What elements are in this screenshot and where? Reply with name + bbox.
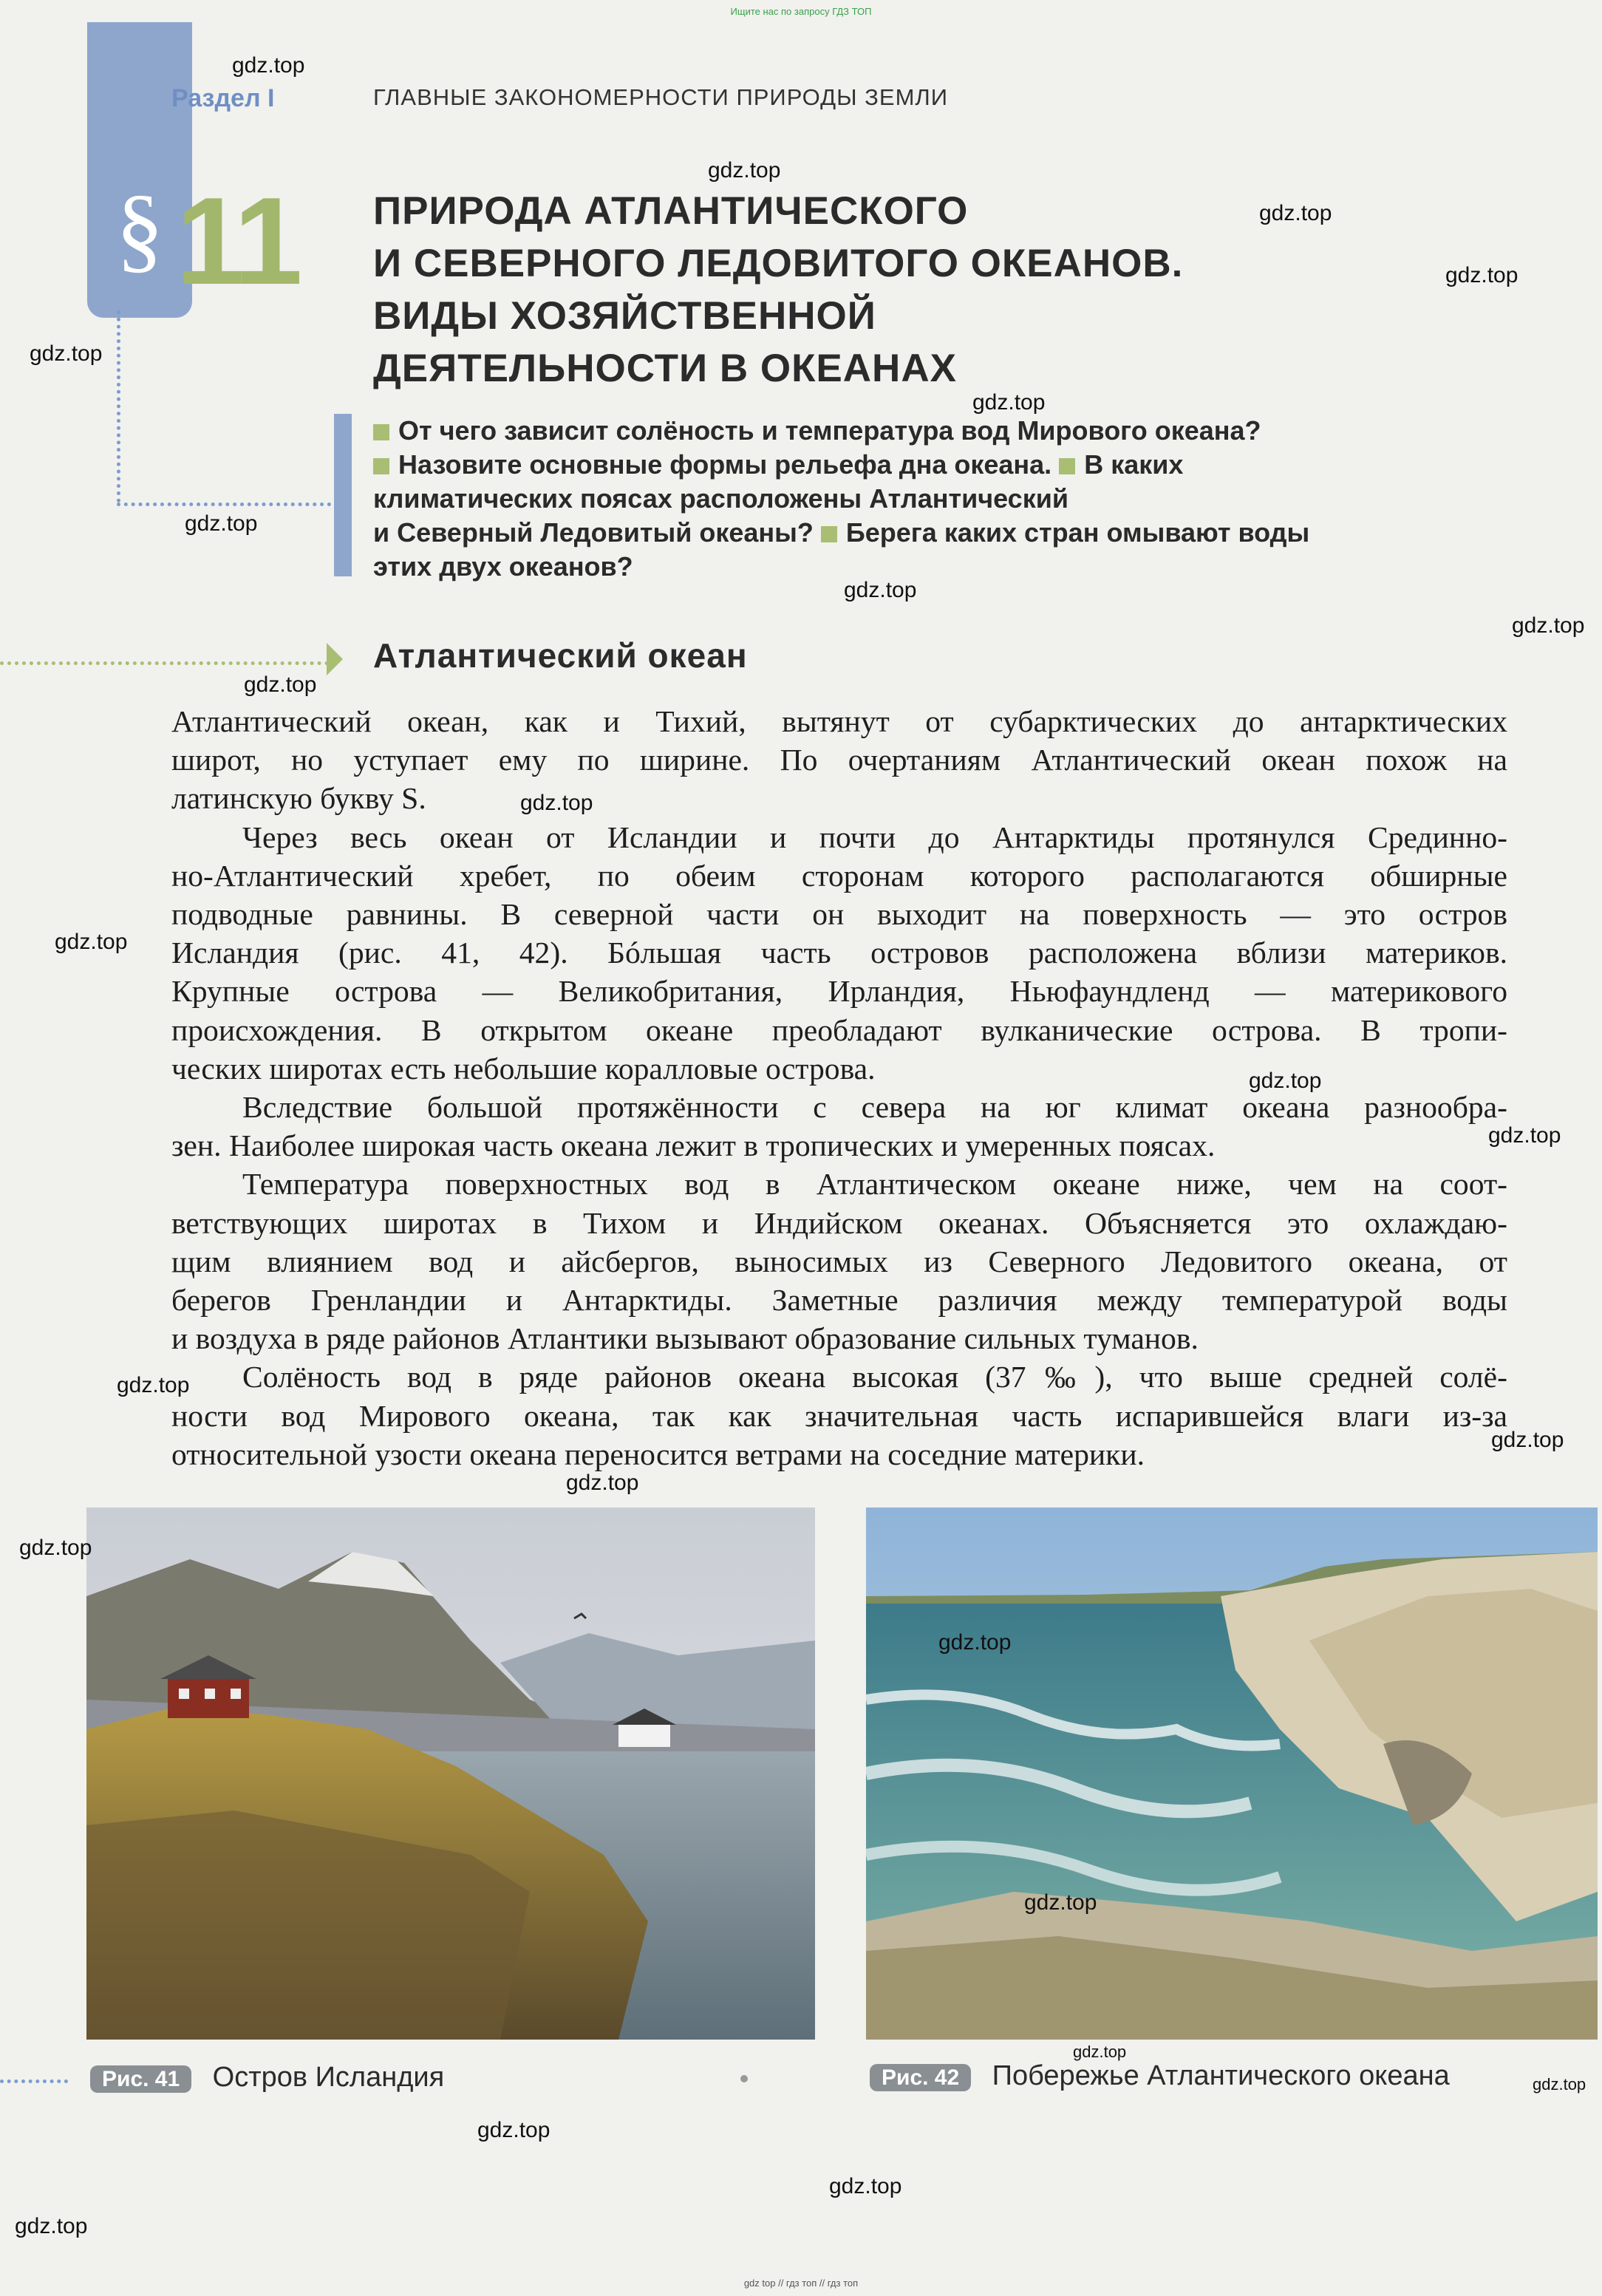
text-line: Температура поверхностных вод в Атлантическом океане ниже, чем на соот- bbox=[242, 1167, 1507, 1202]
review-questions bbox=[373, 414, 1309, 584]
question: этих двух океанов? bbox=[373, 551, 633, 582]
question: Берега каких стран омывают воды bbox=[845, 517, 1310, 548]
figure-caption: Побережье Атлантического океана bbox=[992, 2060, 1450, 2091]
text-line: но-Атлантический хребет, по обеим сторонам которого располагаются обширные bbox=[171, 858, 1507, 893]
subheading: Атлантический океан bbox=[373, 636, 748, 675]
figure-label: Рис. 41 bbox=[90, 2065, 191, 2093]
watermark: gdz.top bbox=[232, 53, 305, 78]
watermark: gdz.top bbox=[15, 2214, 88, 2238]
watermark: gdz.top bbox=[55, 930, 128, 954]
coast-illustration bbox=[866, 1508, 1598, 2040]
arrow-right-icon bbox=[327, 643, 343, 675]
watermark: gdz.top bbox=[244, 672, 317, 697]
text-line: щим влиянием вод и айсбергов, выносимых из Северного Ледовитого океана, от bbox=[171, 1244, 1507, 1278]
watermark: gdz.top bbox=[708, 158, 781, 183]
watermark: gdz.top bbox=[520, 791, 593, 815]
watermark: gdz.top bbox=[19, 1536, 92, 1560]
text-line: Исландия (рис. 41, 42). Бóльшая часть островов расположена вблизи материков. bbox=[171, 936, 1507, 970]
question: климатических поясах расположены Атлантический bbox=[373, 483, 1068, 514]
bullet-square-icon bbox=[373, 458, 389, 474]
text-line: подводные равнины. В северной части он выходит на поверхность — это остров bbox=[171, 897, 1507, 932]
watermark: gdz.top bbox=[30, 341, 103, 366]
title-line: ПРИРОДА АТЛАНТИЧЕСКОГО bbox=[373, 189, 969, 233]
top-note: Ищите нас по запросу ГДЗ ТОП bbox=[730, 6, 872, 17]
text-line: Атлантический океан, как и Тихий, вытянут от субарктических до антарктических bbox=[171, 704, 1507, 738]
watermark: gdz.top bbox=[566, 1471, 639, 1495]
bottom-note: gdz top // гдз топ // гдз топ bbox=[743, 2278, 859, 2289]
section-number: 11 bbox=[176, 171, 299, 310]
watermark: gdz.top bbox=[1533, 2075, 1586, 2094]
text-line: происхождения. В открытом океане преобладают вулканические острова. В тропи- bbox=[171, 1012, 1507, 1047]
text-line: ческих широтах есть небольшие коралловые острова. bbox=[171, 1051, 876, 1086]
figure-41-caption bbox=[90, 2062, 444, 2094]
figure-label: Рис. 42 bbox=[870, 2064, 971, 2091]
watermark: gdz.top bbox=[1445, 263, 1519, 287]
watermark: gdz.top bbox=[117, 1373, 190, 1397]
page-dot bbox=[740, 2075, 748, 2082]
title-line: И СЕВЕРНОГО ЛЕДОВИТОГО ОКЕАНОВ. bbox=[373, 242, 1184, 285]
running-header: ГЛАВНЫЕ ЗАКОНОМЕРНОСТИ ПРИРОДЫ ЗЕМЛИ bbox=[373, 84, 949, 110]
watermark: gdz.top bbox=[972, 390, 1046, 415]
dotted-guide-subheading bbox=[0, 661, 329, 665]
section-title bbox=[373, 185, 1183, 395]
text-line: Крупные острова — Великобритания, Ирландия, Ньюфаундленд — материкового bbox=[171, 974, 1507, 1009]
watermark: gdz.top bbox=[938, 1630, 1012, 1655]
watermark: gdz.top bbox=[1024, 1890, 1097, 1915]
text-line: Солёность вод в ряде районов океана высокая (37‰), что выше средней солё- bbox=[242, 1360, 1507, 1394]
watermark: gdz.top bbox=[1512, 613, 1585, 638]
watermark: gdz.top bbox=[1491, 1428, 1564, 1452]
watermark: gdz.top bbox=[829, 2174, 902, 2198]
question: Назовите основные формы рельефа дна океана. bbox=[398, 449, 1052, 480]
dotted-guide-horizontal bbox=[117, 503, 338, 506]
section-sign: § bbox=[115, 176, 164, 282]
photo-atlantic-coast bbox=[866, 1508, 1598, 2040]
bullet-square-icon bbox=[821, 526, 837, 542]
watermark: gdz.top bbox=[1488, 1123, 1561, 1148]
watermark: gdz.top bbox=[185, 511, 258, 536]
watermark: gdz.top bbox=[1073, 2043, 1127, 2061]
text-line: широт, но уступает ему по ширине. По очертаниям Атлантический океан похож на bbox=[171, 743, 1507, 777]
title-line: ВИДЫ ХОЗЯЙСТВЕННОЙ bbox=[373, 294, 876, 338]
text-line: Вследствие большой протяжённости с севера на юг климат океана разнообра- bbox=[242, 1090, 1507, 1125]
question: От чего зависит солёность и температура вод Мирового океана? bbox=[398, 415, 1261, 446]
text-line: и воздуха в ряде районов Атлантики вызывают образование сильных туманов. bbox=[171, 1321, 1199, 1356]
figure-42-caption bbox=[870, 2060, 1450, 2092]
watermark: gdz.top bbox=[1259, 201, 1332, 225]
dotted-guide-vertical bbox=[117, 310, 120, 503]
figure-caption: Остров Исландия bbox=[212, 2062, 445, 2093]
title-line: ДЕЯТЕЛЬНОСТИ В ОКЕАНАХ bbox=[373, 347, 957, 390]
question: и Северный Ледовитый океаны? bbox=[373, 517, 814, 548]
text-line: берегов Гренландии и Антарктиды. Заметные различия между температурой воды bbox=[171, 1283, 1507, 1318]
part-label: Раздел I bbox=[171, 84, 275, 112]
photo-iceland bbox=[86, 1508, 815, 2040]
text-line: зен. Наиболее широкая часть океана лежит в тропических и умеренных поясах. bbox=[171, 1128, 1216, 1163]
question: В каких bbox=[1084, 449, 1184, 480]
iceland-illustration bbox=[86, 1508, 815, 2040]
bullet-square-icon bbox=[373, 424, 389, 440]
bullet-square-icon bbox=[1059, 458, 1075, 474]
watermark: gdz.top bbox=[844, 578, 917, 602]
text-line: ности вод Мирового океана, так как значительная часть испарившейся влаги из-за bbox=[171, 1398, 1507, 1433]
questions-side-bar bbox=[334, 414, 352, 576]
text-line: Через весь океан от Исландии и почти до Антарктиды протянулся Срединно- bbox=[242, 820, 1507, 854]
text-line: относительной узости океана переносится ветрами на соседние материки. bbox=[171, 1437, 1145, 1471]
text-line: латинскую букву S. bbox=[171, 781, 426, 816]
watermark: gdz.top bbox=[1249, 1069, 1322, 1093]
watermark: gdz.top bbox=[477, 2118, 551, 2142]
text-line: ветствующих широтах в Тихом и Индийском океанах. Объясняется это охлаждаю- bbox=[171, 1205, 1507, 1240]
dotted-guide-caption bbox=[0, 2079, 68, 2083]
